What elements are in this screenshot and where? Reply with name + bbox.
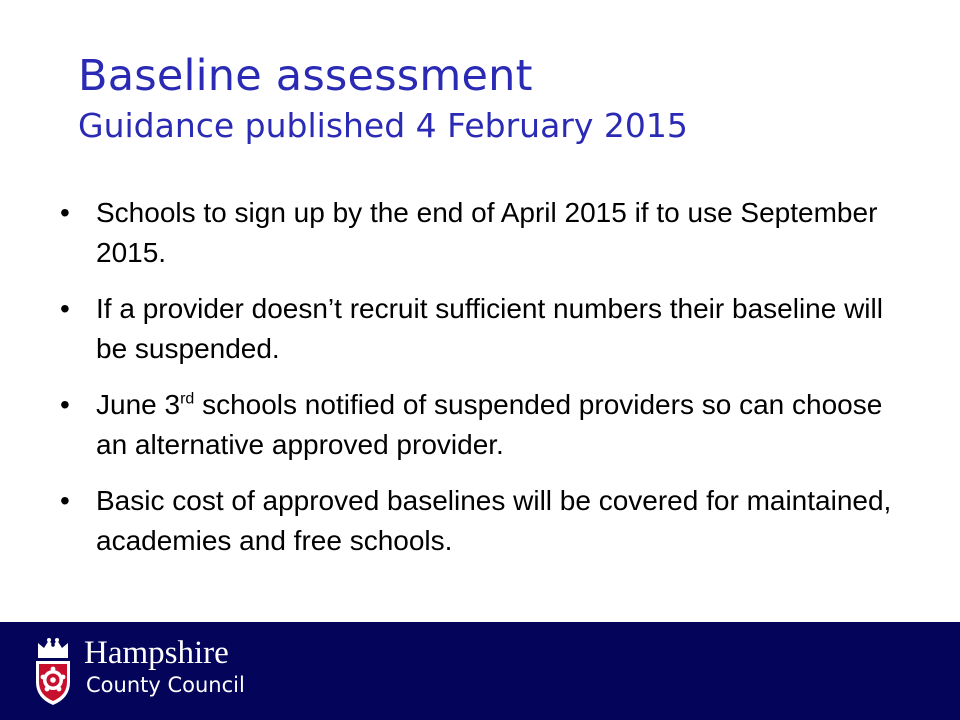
bullet-text: Basic cost of approved baselines will be covered for maintained, academies and free schools.: [96, 485, 892, 556]
bullet-text: Schools to sign up by the end of April 2015 if to use September 2015.: [96, 197, 878, 268]
slide-title: [78, 52, 688, 145]
bullet-dot-icon: •: [60, 293, 70, 324]
bullet-text-superscript: rd: [180, 390, 195, 408]
title-subtitle: Guidance published 4 February 2015: [78, 106, 688, 146]
footer-bar: [0, 622, 960, 720]
bullet-dot-icon: •: [60, 485, 70, 516]
bullet-dot-icon: •: [60, 197, 70, 228]
bullet-dot-icon: •: [60, 389, 70, 420]
bullet-text-pre: June 3: [96, 389, 181, 420]
bullet-item: [58, 289, 918, 369]
hampshire-crest-icon: [30, 634, 76, 708]
org-name: [84, 634, 245, 698]
bullet-text-post: schools notified of suspended providers so can choose an alternative approved provider.: [96, 389, 883, 460]
bullet-item: [58, 193, 918, 273]
org-name-line1: Hampshire: [84, 635, 229, 671]
bullet-list: [58, 193, 918, 577]
bullet-text: If a provider doesn’t recruit sufficient numbers their baseline will be suspended.: [96, 293, 883, 364]
title-main: Baseline assessment: [78, 51, 533, 101]
bullet-item: [58, 385, 918, 465]
org-name-line2: County Council: [86, 673, 245, 697]
bullet-item: [58, 481, 918, 561]
